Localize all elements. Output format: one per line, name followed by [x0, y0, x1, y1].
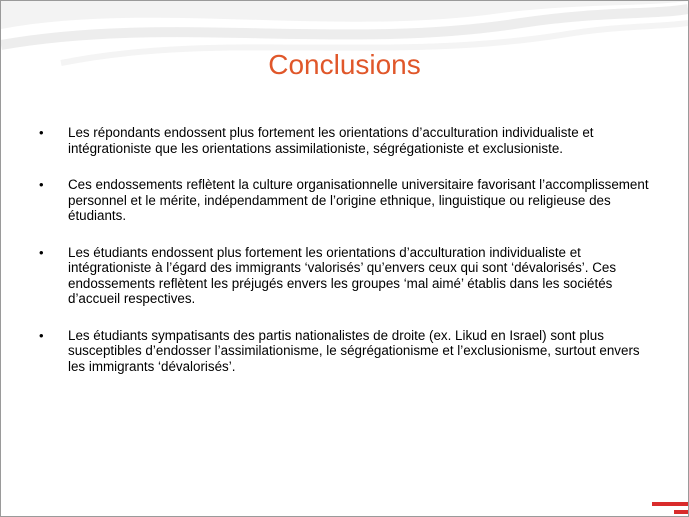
- bullet-text: Ces endossements reflètent la culture organisationnelle universitaire favorisant l’accomplissement personnel et le mérite, indépendamment de l’origine ethnique, linguistique ou religieuse des étudiants.: [68, 177, 649, 223]
- bullet-item: [39, 177, 649, 224]
- bullet-text: Les étudiants sympatisants des partis nationalistes de droite (ex. Likud en Israel) sont plus susceptibles d’endosser l’assimilationisme, le ségrégationisme et l’exclusionisme, surtout envers les immigrants ‘dévalorisés’.: [68, 327, 640, 374]
- bullet-item: [39, 125, 649, 156]
- bullet-list: [39, 125, 649, 395]
- bullet-item: [39, 328, 649, 375]
- bullet-dot-icon: •: [39, 244, 44, 260]
- bullet-dot-icon: •: [39, 177, 44, 192]
- corner-accent-bar: [674, 510, 688, 514]
- bullet-text: Les répondants endossent plus fortement les orientations d’acculturation individualiste et intégrationiste que les orientations assimilationiste, ségrégationiste et exclusioniste.: [68, 125, 594, 156]
- bullet-item: [39, 245, 649, 307]
- slide-title: Conclusions: [268, 49, 421, 80]
- corner-accent-bar: [652, 502, 688, 506]
- bullet-dot-icon: •: [39, 125, 44, 140]
- bullet-dot-icon: •: [39, 327, 44, 343]
- bullet-text: Les étudiants endossent plus fortement les orientations d’acculturation individualiste et intégrationiste à l’égard des immigrants ‘valorisés’ qu’envers ceux qui sont ‘dévalorisés’. Ces endossements reflètent les préjugés envers les groupes ‘mal aimé’ établis dans les sociétés d’accueil respectives.: [68, 244, 617, 306]
